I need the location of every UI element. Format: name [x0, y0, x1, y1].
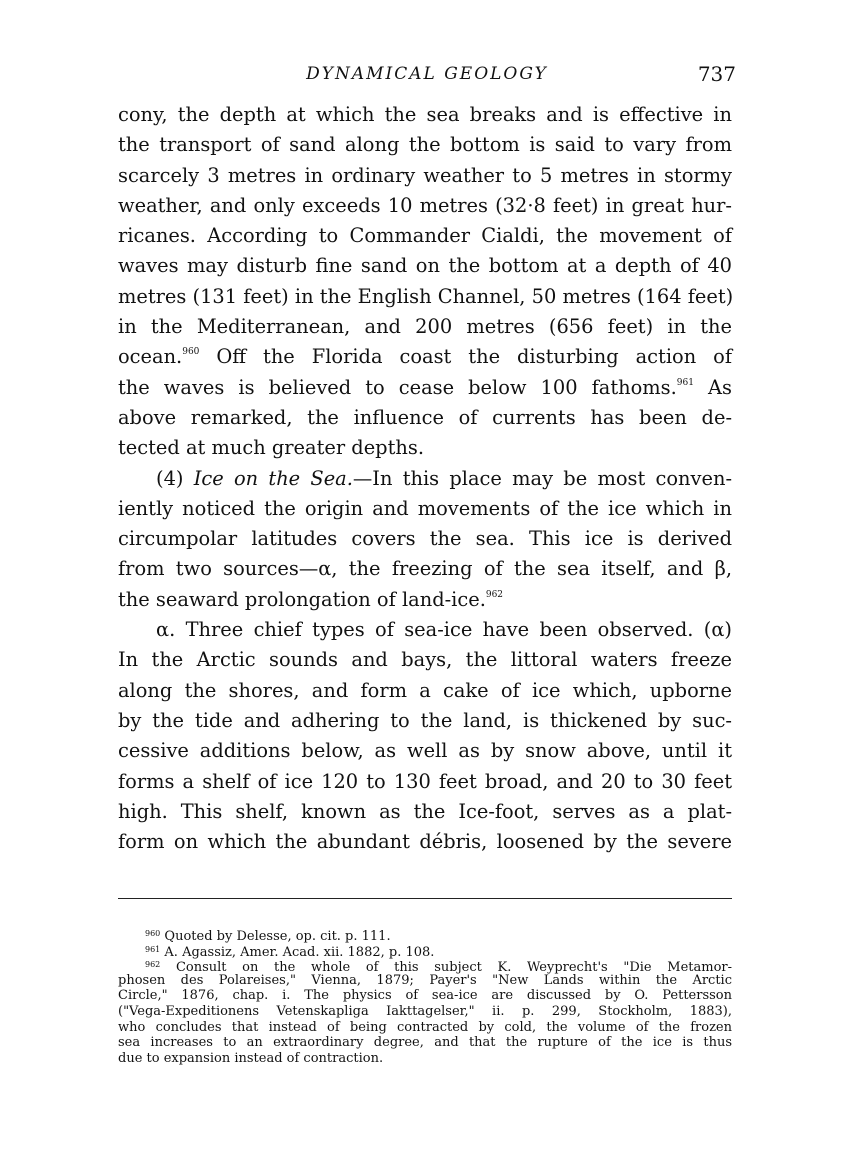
footnote-number: 961 — [145, 944, 161, 954]
running-title: DYNAMICAL GEOLOGY — [306, 64, 548, 84]
text-segment: As — [693, 375, 732, 399]
text-line: metres (131 feet) in the English Channel, 50 metres (164 feet) — [118, 284, 734, 308]
text-segment: ocean. — [118, 345, 183, 369]
text-line: from two sources—α, the freezing of the sea itself, and β, — [118, 557, 732, 581]
text-line: cony, the depth at which the sea breaks and is effective in — [118, 103, 732, 126]
footnote — [118, 926, 732, 942]
text-line: along the shores, and form a cake of ice which, upborne — [118, 678, 732, 702]
text-line: weather, and only exceeds 10 metres (32·8 feet) in great hur- — [118, 193, 732, 217]
text-line — [118, 373, 732, 403]
text-line: cessive additions below, as well as by snow above, until it — [118, 739, 732, 763]
footnote-reference: 962 — [485, 589, 504, 600]
text-line: by the tide and adhering to the land, is thickened by suc- — [118, 708, 732, 732]
text-segment: (4) — [156, 466, 194, 490]
text-line: circumpolar latitudes covers the sea. This ice is derived — [118, 527, 732, 551]
text-line: the transport of sand along the bottom is said to vary from — [118, 133, 732, 157]
text-line: α. Three chief types of sea-ice have been observed. (α) — [156, 618, 732, 642]
text-line: forms a shelf of ice 120 to 130 feet broad, and 20 to 30 feet — [118, 769, 732, 793]
text-line: form on which the abundant débris, loosened by the severe — [118, 830, 732, 854]
text-segment: Off the Florida coast the disturbing action of — [199, 345, 732, 369]
footnote — [118, 957, 733, 976]
footnote-reference: 960 — [182, 347, 200, 358]
footnote — [118, 942, 732, 958]
footnotes — [118, 926, 732, 1066]
text-line: scarcely 3 metres in ordinary weather to 5 metres in stormy — [118, 163, 732, 187]
text-segment: —In this place may be most conven- — [352, 466, 733, 490]
footnote-line: who concludes that instead of being contracted by cold, the volume of the frozen — [118, 1019, 732, 1035]
text-line — [118, 342, 732, 372]
footnote-number: 962 — [145, 960, 161, 970]
footnote-line: ("Vega-Expeditionens Vetenskapliga Iakttagelser," ii. p. 299, Stockholm, 1883), — [118, 1003, 732, 1019]
text-line: iently noticed the origin and movements of the ice which in — [118, 496, 732, 520]
text-line: above remarked, the influence of currents has been de- — [118, 405, 732, 429]
footnote-text: Quoted by Delesse, op. cit. p. 111. — [164, 929, 391, 944]
footnote-line: sea increases to an extraordinary degree, and that the rupture of the ice is thus — [118, 1035, 732, 1051]
text-line: ricanes. According to Commander Cialdi, the movement of — [118, 224, 732, 248]
text-segment: the seaward prolongation of land-ice. — [118, 587, 486, 611]
section-heading: Ice on the Sea. — [193, 466, 353, 490]
footnote-line: phosen des Polareises," Vienna, 1879; Payer's "New Lands within the Arctic — [118, 972, 732, 988]
footnote-line: Circle," 1876, chap. i. The physics of sea-ice are discussed by O. Pettersson — [118, 988, 732, 1004]
footnote-text: Consult on the whole of this subject K. Weyprecht's "Die Metamor- — [175, 960, 733, 976]
text-segment: the waves is believed to cease below 100 fathoms. — [118, 375, 677, 399]
text-line: high. This shelf, known as the Ice-foot, serves as a plat- — [118, 799, 732, 823]
footnote-text: A. Agassiz, Amer. Acad. xii. 1882, p. 108. — [164, 944, 435, 960]
footnote-reference: 961 — [676, 377, 694, 388]
text-line — [118, 464, 732, 494]
text-line: tected at much greater depths. — [118, 436, 424, 460]
body-text — [118, 100, 732, 857]
page-header — [118, 62, 736, 86]
footnote-divider — [118, 898, 732, 899]
page-number: 737 — [697, 62, 736, 86]
text-line — [118, 585, 732, 615]
footnote-line: due to expansion instead of contraction. — [118, 1050, 384, 1066]
text-line: waves may disturb fine sand on the bottom at a depth of 40 — [118, 254, 732, 278]
text-line: In the Arctic sounds and bays, the littoral waters freeze — [118, 648, 732, 672]
text-line: in the Mediterranean, and 200 metres (656 feet) in the — [118, 315, 732, 339]
footnote-number: 960 — [145, 929, 161, 938]
